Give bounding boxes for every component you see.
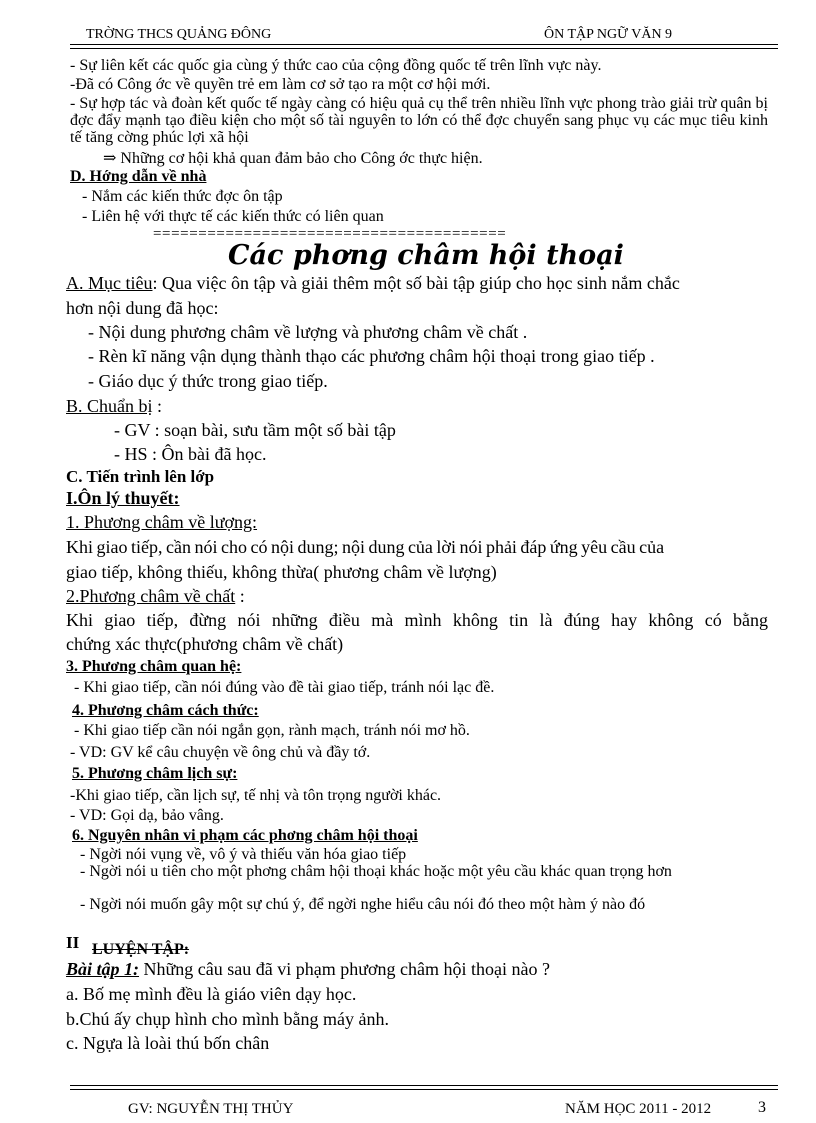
section-3-text: - Khi giao tiếp, cần nói đúng vào đề tài giao tiếp, tránh nói lạc đề. (74, 679, 495, 696)
intro-line-2: -Đã có Công ớc về quyền trẻ em làm cơ sở tạo ra một cơ hội mới. (70, 76, 491, 93)
homework-item-2: - Liên hệ với thực tế các kiến thức có liên quan (82, 208, 384, 225)
exercise-1-c: c. Ngựa là loài thú bốn chân (66, 1033, 270, 1053)
prep-item-2: - HS : Ôn bài đã học. (114, 444, 267, 464)
intro-conclusion (103, 148, 483, 168)
page-number: 3 (758, 1099, 766, 1116)
section-3-heading: 3. Phương châm quan hệ: (66, 658, 242, 675)
objective-line (66, 273, 680, 294)
section-2-colon: : (235, 586, 245, 606)
footer-year: NĂM HỌC 2011 - 2012 (565, 1101, 712, 1117)
section-6-item-1: - Ngời nói vụng về, vô ý và thiếu văn hóa giao tiếp (80, 846, 407, 863)
section-5-heading: 5. Phương châm lịch sự: (72, 765, 238, 782)
section-4-example: - VD: GV kể câu chuyện về ông chủ và đầy tớ. (70, 744, 371, 761)
homework-item-1: - Nắm các kiến thức đợc ôn tập (82, 188, 283, 205)
arrow-icon: ⇒ (103, 150, 117, 167)
section-1-text: Khi giao tiếp, cần nói cho có nội dung; nội dung của lời nói phải đáp ứng yêu cầu của (66, 537, 665, 557)
section-2-heading-line (66, 586, 245, 607)
prep-item-1: - GV : soạn bài, sưu tầm một số bài tập (114, 420, 396, 440)
exercise-1-label: Bài tập 1: (66, 959, 140, 979)
section-5-example: - VD: Gọi dạ, bảo vâng. (70, 807, 224, 824)
section-6-item-2: - Ngời nói u tiên cho một phơng châm hội thoại khác hoặc một yêu cầu khác quan trọng hơn (80, 863, 672, 880)
practice-number: II (66, 933, 80, 952)
exercise-1-b: b.Chú ấy chụp hình cho mình bằng máy ảnh. (66, 1009, 389, 1029)
prep-label: B. Chuẩn bị (66, 396, 153, 416)
header-rule-top (70, 44, 778, 45)
section-1-text-2: giao tiếp, không thiếu, không thừa( phương châm về lượng) (66, 562, 497, 582)
intro-line-1: - Sự liên kết các quốc gia cùng ý thức cao của cộng đồng quốc tế trên lĩnh vực này. (70, 57, 602, 74)
exercise-1-question: Những câu sau đã vi phạm phương châm hội thoại nào ? (139, 959, 550, 979)
footer-teacher: GV: NGUYỄN THỊ THỦY (128, 1101, 294, 1117)
objective-continuation: hơn nội dung đã học: (66, 298, 219, 318)
footer-rule-bottom (70, 1089, 778, 1090)
separator-line: ======================================= (153, 226, 507, 242)
process-heading: C. Tiến trình lên lớp (66, 467, 215, 486)
section-6-item-3: - Ngời nói muốn gây một sự chú ý, để ngời nghe hiểu câu nói đó theo một hàm ý nào đó (80, 896, 646, 913)
exercise-1-line (66, 959, 550, 980)
theory-heading: I.Ôn lý thuyết: (66, 488, 180, 508)
practice-heading: LUYỆN TẬP: (92, 941, 190, 958)
prep-colon: : (152, 396, 163, 416)
conclusion-text: Những cơ hội khả quan đảm bảo cho Công ớc thực hiện. (120, 150, 483, 167)
objective-item-3: - Giáo dục ý thức trong giao tiếp. (88, 371, 328, 391)
section-5-text: -Khi giao tiếp, cần lịch sự, tế nhị và tôn trọng người khác. (70, 787, 442, 804)
section-4-heading: 4. Phương châm cách thức: (72, 702, 259, 719)
homework-heading: D. Hớng dẫn về nhà (70, 168, 207, 185)
header-rule-bottom (70, 48, 778, 49)
objective-item-2: - Rèn kĩ năng vận dụng thành thạo các phương châm hội thoại trong giao tiếp . (88, 346, 655, 366)
page-title: Các phơng châm hội thoại (228, 240, 624, 271)
section-2-heading: 2.Phương châm về chất (66, 586, 236, 606)
section-4-text: - Khi giao tiếp cần nói ngắn gọn, rành mạch, tránh nói mơ hồ. (74, 722, 470, 739)
section-2-text-2: chứng xác thực(phương châm về chất) (66, 634, 344, 654)
footer-rule-top (70, 1085, 778, 1086)
objective-label: A. Mục tiêu (66, 273, 153, 293)
header-subject: ÔN TẬP NGỮ VĂN 9 (544, 27, 673, 42)
prep-line (66, 396, 162, 417)
objective-item-1: - Nội dung phương châm về lượng và phương châm về chất . (88, 322, 528, 342)
objective-text: : Qua việc ôn tập và giải thêm một số bài tập giúp cho học sinh nắm chắc (152, 273, 680, 293)
section-1-heading: 1. Phương châm về lượng: (66, 512, 258, 532)
header-school: TRỜNG THCS QUẢNG ĐÔNG (86, 27, 272, 42)
exercise-1-a: a. Bố mẹ mình đều là giáo viên dạy học. (66, 984, 357, 1004)
section-2-text: Khi giao tiếp, đừng nói những điều mà mình không tin là đúng hay không có bằng (66, 610, 768, 630)
section-6-heading: 6. Nguyên nhân vi phạm các phơng châm hội thoại (72, 827, 418, 844)
intro-paragraph-3: - Sự hợp tác và đoàn kết quốc tế ngày càng có hiệu quả cụ thể trên nhiều lĩnh vực phong trào giải trừ quân bị đợc đẩy mạnh tạo điều kiện cho một số tài nguyên to lớn có thể đợc chuyển sang phục vụ các mục tiêu kinh tế tăng cờng phúc lợi xã hội (70, 95, 768, 146)
